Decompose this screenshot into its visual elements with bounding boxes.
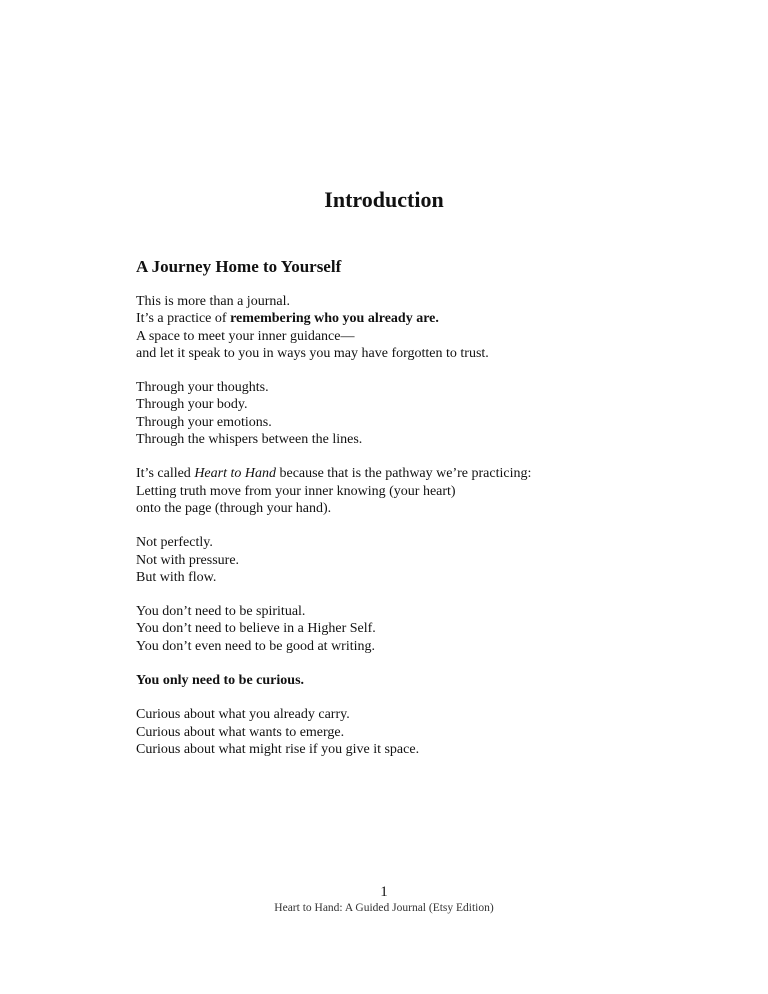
- text-line: You don’t need to believe in a Higher Self.: [136, 621, 376, 637]
- stanza-dont-need: [136, 603, 736, 655]
- stanza-heart-to-hand: [136, 465, 736, 517]
- text-line: Through your emotions.: [136, 414, 272, 430]
- text-line: Letting truth move from your inner knowing (your heart): [136, 483, 456, 499]
- stanza-curious-about: [136, 706, 736, 758]
- body-text: [136, 293, 736, 775]
- text-line: Not perfectly.: [136, 535, 213, 551]
- text-line: Through your body.: [136, 397, 248, 413]
- text-line: Curious about what you already carry.: [136, 707, 350, 723]
- text-segment: It’s called: [136, 466, 195, 482]
- text-line: You don’t need to be spiritual.: [136, 604, 306, 620]
- text-line: Curious about what wants to emerge.: [136, 724, 345, 740]
- text-line: Curious about what might rise if you give it space.: [136, 741, 420, 757]
- page-title: Introduction: [324, 187, 444, 212]
- bold-text: remembering who you already are.: [230, 311, 439, 327]
- stanza-curious-statement: [136, 672, 736, 689]
- text-line: Not with pressure.: [136, 552, 240, 568]
- text-line: onto the page (through your hand).: [136, 500, 332, 516]
- text-line: [136, 465, 736, 482]
- text-line: Through the whispers between the lines.: [136, 432, 363, 448]
- section-heading: A Journey Home to Yourself: [136, 257, 342, 276]
- stanza-flow: [136, 534, 736, 586]
- italic-text: Heart to Hand: [194, 466, 276, 482]
- text-segment: It’s a practice of: [136, 311, 231, 327]
- text-line: But with flow.: [136, 569, 217, 585]
- text-line: This is more than a journal.: [136, 294, 290, 309]
- text-line: You don’t even need to be good at writing.: [136, 638, 376, 654]
- text-line: A space to meet your inner guidance—: [136, 328, 355, 344]
- footer-caption: Heart to Hand: A Guided Journal (Etsy Edition): [274, 902, 494, 914]
- text-segment: because that is the pathway we’re practicing:: [275, 466, 532, 482]
- stanza-through: [136, 379, 736, 448]
- stanza-intro: [136, 293, 736, 362]
- text-line: and let it speak to you in ways you may have forgotten to trust.: [136, 345, 489, 361]
- text-line: [136, 310, 736, 327]
- bold-text: You only need to be curious.: [136, 673, 305, 689]
- page-number: 1: [380, 884, 388, 900]
- text-line: Through your thoughts.: [136, 380, 269, 396]
